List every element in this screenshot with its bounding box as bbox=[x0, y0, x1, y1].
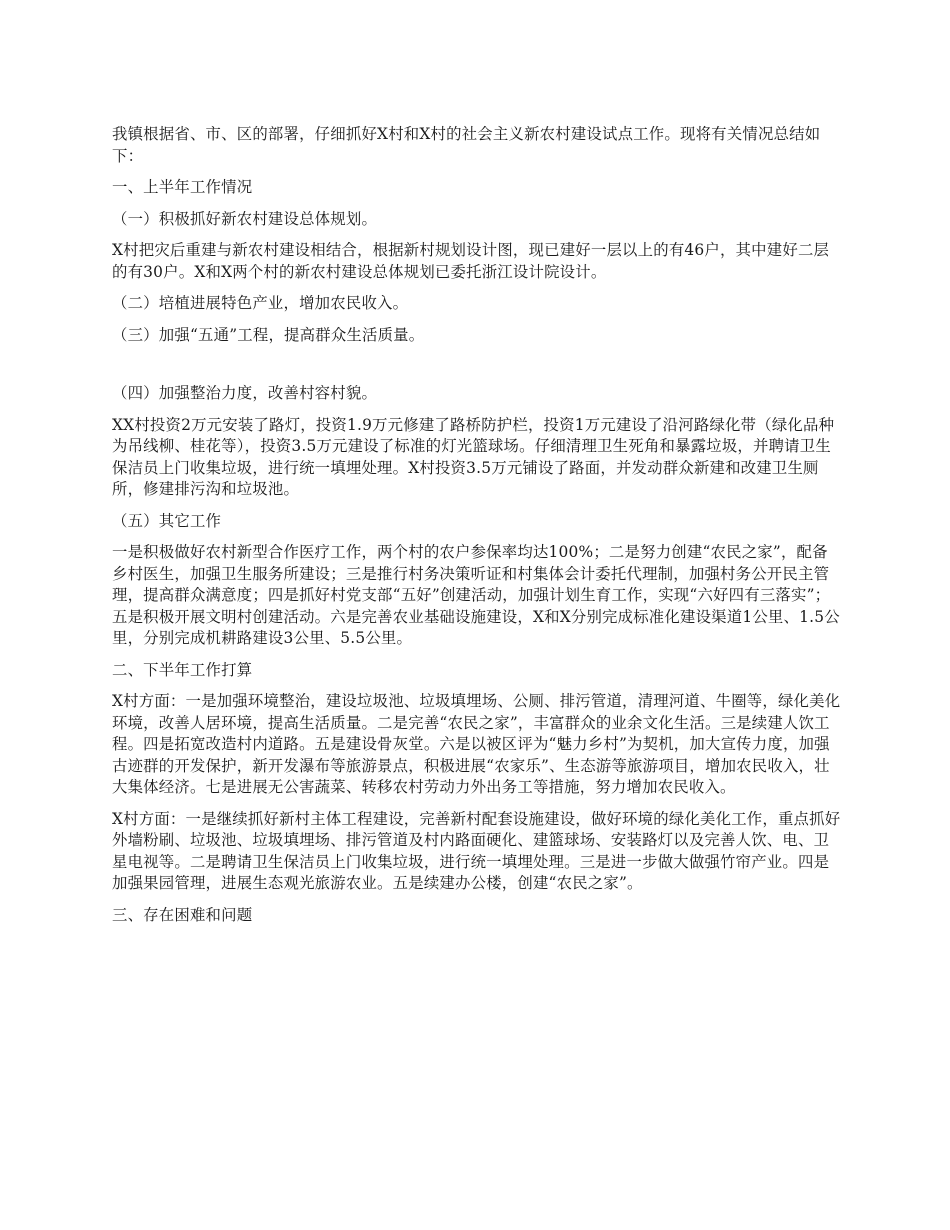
section-heading-3: 三、存在困难和问题 bbox=[112, 905, 253, 924]
body-paragraph-village-plan-2: X村方面：一是继续抓好新村主体工程建设，完善新村配套设施建设，做好环境的绿化美化工作，重点抓好外墙粉刷、垃圾池、垃圾填埋场、排污管道及村内路面硬化、建篮球场、安装路灯以及完善人饮、电、卫星电视等。二是聘请卫生保洁员上门收集垃圾，进行统一填埋处理。三是进一步做大做强竹帘产业。四是加强果园管理，进展生态观光旅游农业。五是续建办公楼，创建“农民之家”。 bbox=[112, 809, 841, 892]
subsection-heading-3: （三）加强“五通”工程，提高群众生活质量。 bbox=[112, 325, 425, 344]
body-paragraph-renovation: XX村投资2万元安装了路灯，投资1.9万元修建了路桥防护栏，投资1万元建设了沿河路绿化带（绿化品种为吊线柳、桂花等），投资3.5万元建设了标准的灯光篮球场。仔细清理卫生死角和暴露垃圾，并聘请卫生保洁员上门收集垃圾，进行统一填埋处理。X村投资3.5万元铺设了路面，并发动群众新建和改建卫生厕所，修建排污沟和垃圾池。 bbox=[112, 415, 835, 498]
section-heading-2: 二、下半年工作打算 bbox=[112, 660, 253, 679]
body-paragraph-other-work: 一是积极做好农村新型合作医疗工作，两个村的农户参保率均达100%；二是努力创建“农民之家”，配备乡村医生，加强卫生服务所建设；三是推行村务决策听证和村集体会计委托代理制，加强村务公开民主管理，提高群众满意度；四是抓好村党支部“五好”创建活动，加强计划生育工作，实现“六好四有三落实”；五是积极开展文明村创建活动。六是完善农业基础设施建设，X和X分别完成标准化建设渠道1公里、1.5公里，分别完成机耕路建设3公里、5.5公里。 bbox=[112, 543, 840, 647]
body-paragraph-planning: X村把灾后重建与新农村建设相结合，根据新村规划设计图，现已建好一层以上的有46户，其中建好二层的有30户。X和X两个村的新农村建设总体规划已委托浙江设计院设计。 bbox=[112, 241, 830, 281]
subsection-heading-5: （五）其它工作 bbox=[112, 511, 222, 530]
document-body bbox=[112, 124, 842, 926]
intro-paragraph: 我镇根据省、市、区的部署，仔细抓好X村和X村的社会主义新农村建设试点工作。现将有关情况总结如下： bbox=[112, 125, 821, 165]
section-heading-1: 一、上半年工作情况 bbox=[112, 178, 253, 196]
body-paragraph-village-plan-1: X村方面：一是加强环境整治，建设垃圾池、垃圾填埋场、公厕、排污管道，清理河道、牛圈等，绿化美化环境，改善人居环境，提高生活质量。二是完善“农民之家”，丰富群众的业余文化生活。三是续建人饮工程。四是拓宽改造村内道路。五是建设骨灰堂。六是以被区评为“魅力乡村”为契机，加大宣传力度，加强古迹群的开发保护，新开发瀑布等旅游景点，积极进展“农家乐”、生态游等旅游项目，增加农民收入，壮大集体经济。七是进展无公害蔬菜、转移农村劳动力外出务工等措施，努力增加农民收入。 bbox=[112, 692, 841, 796]
subsection-heading-2: （二）培植进展特色产业，增加农民收入。 bbox=[112, 294, 409, 312]
subsection-heading-4: （四）加强整治力度，改善村容村貌。 bbox=[112, 384, 378, 402]
subsection-heading-1: （一）积极抓好新农村建设总体规划。 bbox=[112, 209, 378, 228]
